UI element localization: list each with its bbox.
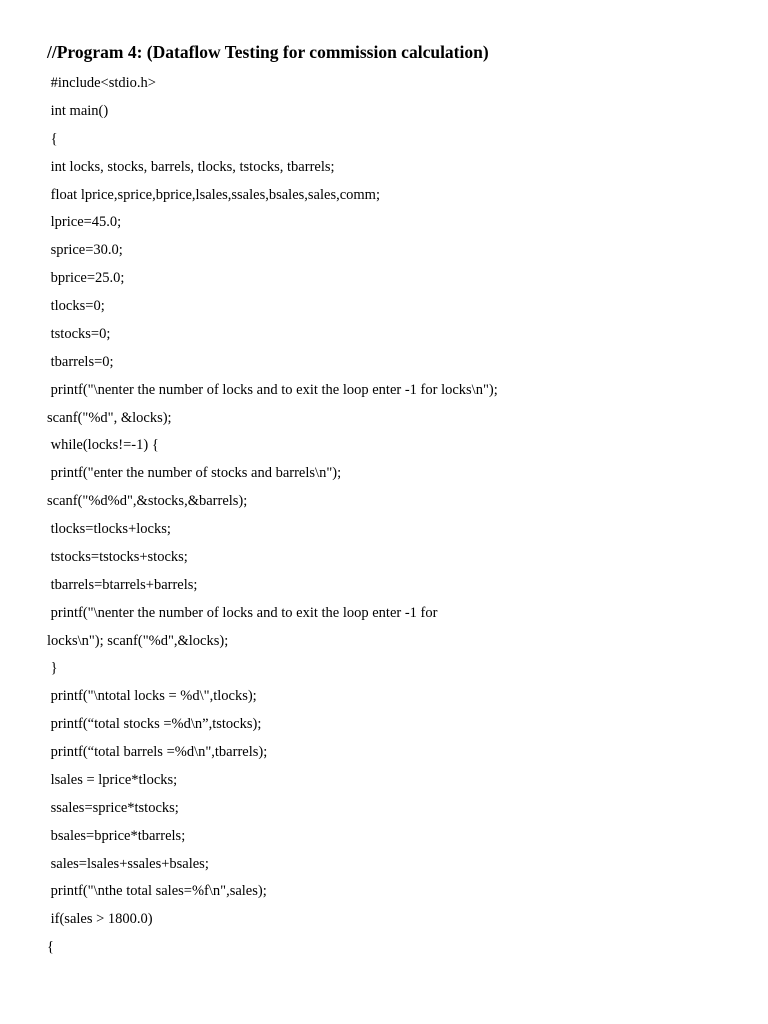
code-line-3: { — [47, 131, 58, 147]
code-line-8: bprice=25.0; — [47, 270, 125, 286]
code-line-2: int main() — [47, 103, 109, 119]
code-line-5: float lprice,sprice,bprice,lsales,ssales,bsales,sales,comm; — [47, 187, 380, 203]
code-line-32: { — [47, 939, 54, 955]
code-line-7: sprice=30.0; — [47, 242, 123, 258]
code-line-11: tbarrels=0; — [47, 354, 114, 370]
code-line-16: scanf("%d%d",&stocks,&barrels); — [47, 493, 248, 509]
code-line-1: #include<stdio.h> — [47, 75, 156, 91]
code-line-21: locks\n"); scanf("%d",&locks); — [47, 633, 229, 649]
code-line-10: tstocks=0; — [47, 326, 111, 342]
code-line-4: int locks, stocks, barrels, tlocks, tstocks, tbarrels; — [47, 159, 335, 175]
code-line-15: printf("enter the number of stocks and barrels\n"); — [47, 465, 342, 481]
code-line-9: tlocks=0; — [47, 298, 105, 314]
code-line-22: } — [47, 660, 58, 676]
code-line-28: bsales=bprice*tbarrels; — [47, 828, 186, 844]
code-line-24: printf(“total stocks =%d\n”,tstocks); — [47, 716, 262, 732]
code-line-14: while(locks!=-1) { — [47, 437, 159, 453]
code-line-31: if(sales > 1800.0) — [47, 911, 153, 927]
code-line-18: tstocks=tstocks+stocks; — [47, 549, 188, 565]
code-line-6: lprice=45.0; — [47, 214, 122, 230]
code-line-19: tbarrels=btarrels+barrels; — [47, 577, 198, 593]
code-line-13: scanf("%d", &locks); — [47, 410, 172, 426]
page-title: //Program 4: (Dataflow Testing for commission calculation) — [47, 42, 489, 62]
code-line-26: lsales = lprice*tlocks; — [47, 772, 178, 788]
code-line-25: printf(“total barrels =%d\n",tbarrels); — [47, 744, 268, 760]
code-line-30: printf("\nthe total sales=%f\n",sales); — [47, 883, 267, 899]
code-line-23: printf("\ntotal locks = %d\",tlocks); — [47, 688, 257, 704]
code-line-17: tlocks=tlocks+locks; — [47, 521, 171, 537]
code-line-20: printf("\nenter the number of locks and to exit the loop enter -1 for — [47, 605, 438, 621]
code-line-12: printf("\nenter the number of locks and to exit the loop enter -1 for locks\n"); — [47, 382, 498, 398]
code-line-27: ssales=sprice*tstocks; — [47, 800, 179, 816]
code-line-29: sales=lsales+ssales+bsales; — [47, 856, 209, 872]
